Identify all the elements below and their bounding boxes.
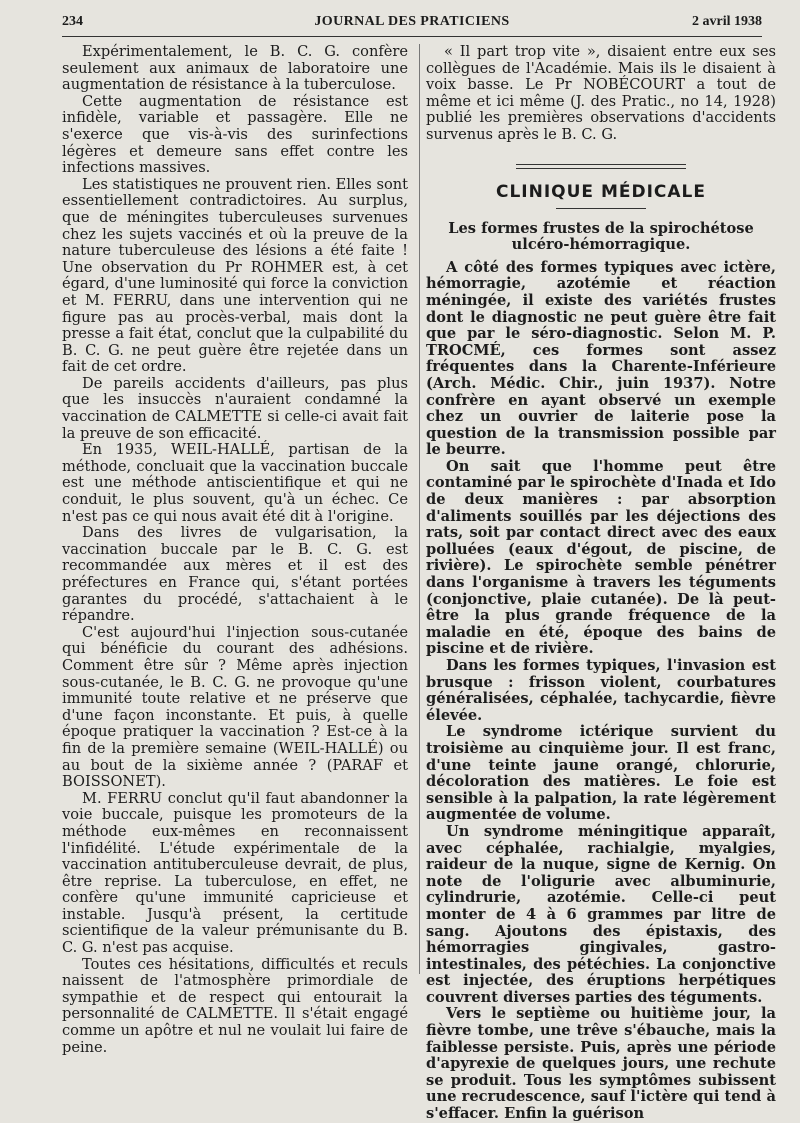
page-number: 234: [62, 14, 83, 29]
section-title: CLINIQUE MÉDICALE: [495, 181, 707, 202]
left-column: [62, 44, 408, 1056]
paragraph: Vers le septième ou huitième jour, la fièvre tombe, une trêve s'ébauche, mais la faiblesse persiste. Puis, après une période d'apyrexie de quelques jours, une rechute se produit. Tous les symptômes subissent une recrudescence, sauf l'ictère qui tend à s'effacer. Enfin la guérison: [426, 1005, 776, 1123]
paragraph: Le syndrome ictérique survient du troisième au cinquième jour. Il est franc, d'une teinte jaune orangé, chlorurie, décoloration des matières. Le foie est sensible à la palpation, la rate légèrement augmentée de volume.: [426, 723, 776, 824]
paragraph: M. FERRU conclut qu'il faut abandonner la voie buccale, puisque les promoteurs de la méthode eux-mêmes en reconnaissent l'infidélité. L'étude expérimentale de la vaccination antituberculeuse devrait, de plus, être reprise. La tuberculose, en effet, ne confère qu'une immunité capricieuse et instable. Jusqu'à présent, la certitude scientifique de la valeur prémunisante du B. C. G. n'est pas acquise.: [62, 789, 408, 957]
paragraph: Dans les formes typiques, l'invasion est brusque : frisson violent, courbatures généralisées, céphalée, tachycardie, fièvre élevée.: [426, 657, 776, 724]
running-header: [62, 14, 762, 36]
right-column: [426, 44, 776, 1123]
section-rule: [516, 164, 686, 169]
paragraph: Un syndrome méningitique apparaît, avec céphalée, rachialgie, myalgies, raideur de la nuque, signe de Kernig. On note de l'oligurie avec albuminurie, cylindrurie, azotémie. Celle-ci peut monter de 4 à 6 grammes par litre de sang. Ajoutons des épistaxis, des hémorragies gingivales, gastro-intestinales, des pétéchies. La conjonctive est injectée, des éruptions herpétiques couvrent diverses parties des téguments.: [426, 822, 776, 1006]
journal-title: JOURNAL DES PRATICIENS: [314, 14, 510, 29]
paragraph: A côté des formes typiques avec ictère, hémorragie, azotémie et réaction méningée, il existe des variétés frustes dont le diagnostic ne peut guère être fait que par le séro-diagnostic. Selon M. P. TROCMÉ, ces formes sont assez fréquentes dans la Charente-Inférieure (Arch. Médic. Chir., juin 1937). Notre confrère en ayant observé un exemple chez un ouvrier de laiterie pose la question de la transmission possible par le beurre.: [426, 258, 776, 459]
paragraph: On sait que l'homme peut être contaminé par le spirochète d'Inada et Ido de deux manières : par absorption d'aliments souillés par les déjections des rats, soit par contact direct avec des eaux polluées (eaux d'égout, de piscine, de rivière). Le spirochète semble pénétrer dans l'organisme à travers les téguments (conjonctive, plaie cutanée). De là peut-être la plus grande fréquence de la maladie en été, époque des bains de piscine et de rivière.: [426, 457, 776, 658]
paragraph: « Il part trop vite », disaient entre eux ses collègues de l'Académie. Mais ils le disaient à voix basse. Le Pr NOBÉCOURT a tout de même et ici même (J. des Pratic., no 14, 1928) publié les premières observations d'accidents survenus après le B. C. G.: [426, 43, 776, 143]
article-title: Les formes frustes de la spirochétose ulcéro-hémorragique.: [448, 219, 754, 254]
paragraph: Expérimentalement, le B. C. G. confère seulement aux animaux de laboratoire une augmentation de résistance à la tuberculose.: [62, 43, 408, 94]
issue-date: 2 avril 1938: [692, 14, 762, 29]
paragraph: Toutes ces hésitations, difficultés et reculs naissent de l'atmosphère primordiale de sympathie et de respect qui entourait la personnalité de CALMETTE. Il s'était engagé comme un apôtre et nul ne voulait lui faire de peine.: [62, 955, 408, 1056]
paragraph: En 1935, WEIL-HALLÉ, partisan de la méthode, concluait que la vaccination buccale est une méthode antiscientifique et qui ne conduit, le plus souvent, qu'à un échec. Ce n'est pas ce qui nous avait été dit à l'origine.: [62, 441, 408, 525]
paragraph: Cette augmentation de résistance est infidèle, variable et passagère. Elle ne s'exerce que vis-à-vis des surinfections légères et demeure sans effet contre les infections massives.: [62, 92, 408, 177]
column-divider: [419, 44, 420, 974]
paragraph: Les statistiques ne prouvent rien. Elles sont essentiellement contradictoires. Au surplus, que de méningites tuberculeuses survenues chez les sujets vaccinés et où la preuve de la nature tuberculeuse des lésions a été faite ! Une observation du Pr ROHMER est, à cet égard, d'une luminosité qui force la conviction et M. FERRU, dans une intervention qui ne figure pas au procès-verbal, mais dont la presse a fait état, conclut que la culpabilité du B. C. G. ne peut guère être rejetée dans un fait de cet ordre.: [62, 175, 408, 376]
section-underline: [556, 208, 646, 209]
paragraph: Dans des livres de vulgarisation, la vaccination buccale par le B. C. G. est recommandée aux mères et il est des préfectures en France qui, s'étant portées garantes du procédé, s'attachaient à le répandre.: [62, 524, 408, 625]
paragraph: C'est aujourd'hui l'injection sous-cutanée qui bénéficie du courant des adhésions. Comment être sûr ? Même après injection sous-cutanée, le B. C. G. ne provoque qu'une immunité toute relative et ne préserve que d'une façon inconstante. Et puis, à quelle époque pratiquer la vaccination ? Est-ce à la fin de la première semaine (WEIL-HALLÉ) ou au bout de la sixième année ? (PARAF et BOISSONET).: [62, 623, 408, 791]
paragraph: De pareils accidents d'ailleurs, pas plus que les insuccès n'auraient condamné la vaccination de CALMETTE si celle-ci avait fait la preuve de son efficacité.: [62, 374, 408, 442]
header-rule: [62, 36, 762, 37]
